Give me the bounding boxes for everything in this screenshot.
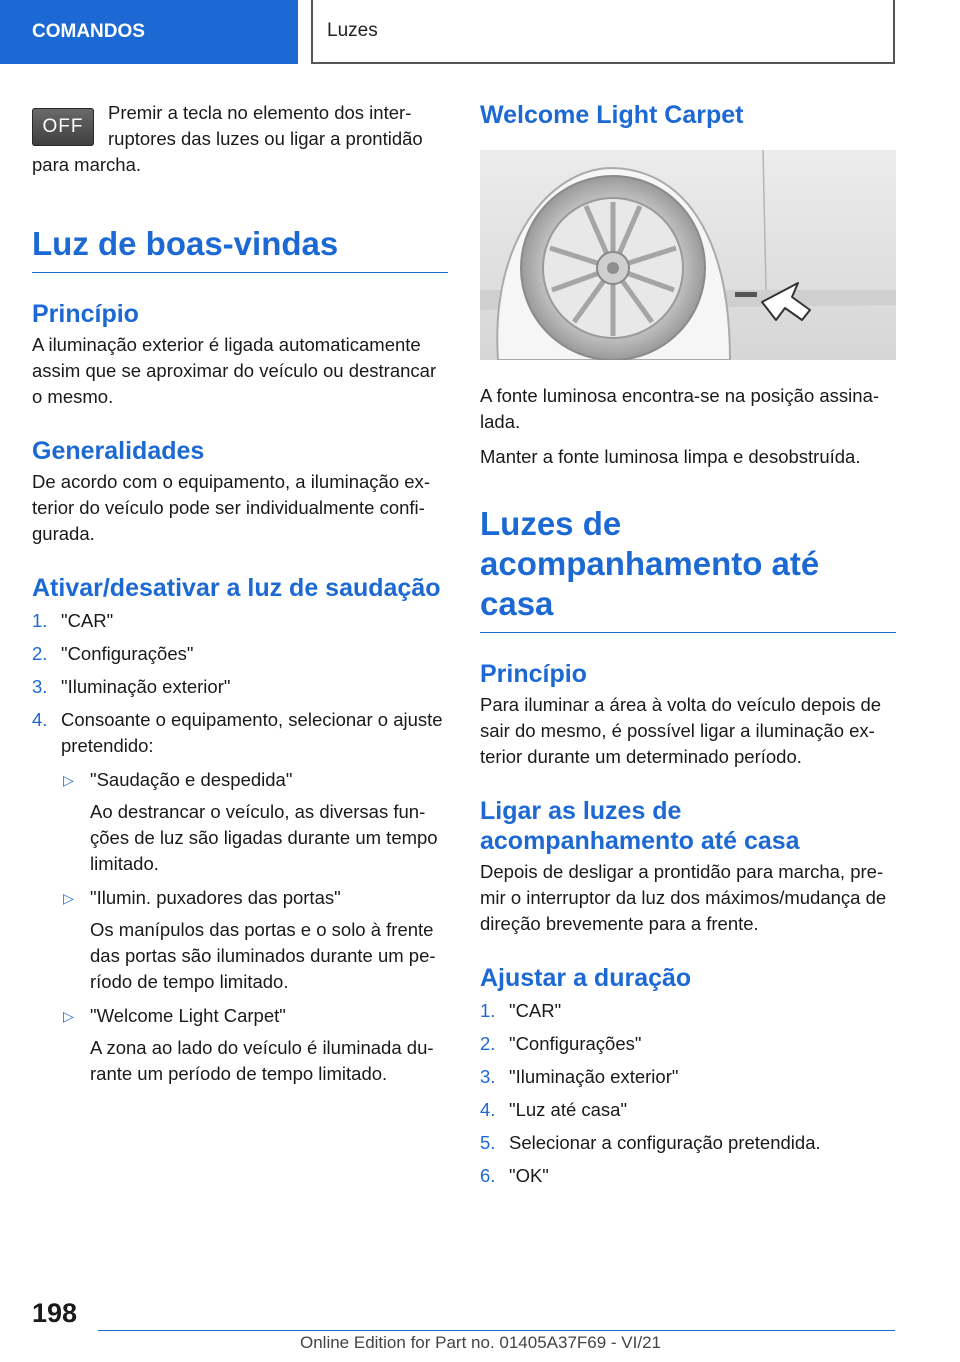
step-text: "Configurações" [61,643,194,664]
list-item [32,641,448,667]
left-column [32,100,448,1095]
duration-heading: Ajustar a duração [480,964,692,992]
footer-divider [98,1330,895,1331]
off-instruction [32,100,448,178]
step-number: 3. [32,676,48,697]
off-instruction-text: Premir a tecla no elemento dos interruptores das luzes ou ligar a prontidão para marcha. [32,102,423,175]
step-text: "Configurações" [509,1033,642,1054]
option-item [61,885,448,995]
follow-me-home-heading: Luzes de acompanhamento até casa [480,504,896,633]
step-text: "Iluminação exterior" [61,676,231,697]
step-number: 1. [32,610,48,631]
list-item [32,608,448,634]
general-heading: Generalidades [32,437,205,465]
triangle-bullet-icon: ▷ [63,1008,74,1024]
step-text: "Iluminação exterior" [509,1066,679,1087]
chapter-title: Luzes [327,20,378,41]
step-text: "CAR" [61,610,114,631]
list-item [480,1097,896,1123]
carpet-heading: Welcome Light Carpet [480,101,744,129]
toggle-heading: Ativar/desativar a luz de saudação [32,574,441,602]
step-number: 2. [480,1033,496,1054]
list-item [480,1031,896,1057]
right-column [480,100,896,1196]
carpet-caption-2: Manter a fonte luminosa limpa e desobstruída. [480,446,861,467]
triangle-bullet-icon: ▷ [63,890,74,906]
welcome-light-heading: Luz de boas-vindas [32,224,448,273]
hub-center [607,262,619,274]
step-number: 4. [480,1099,496,1120]
general-text: De acordo com o equipamento, a iluminação exterior do veículo pode ser individualmente configurada. [32,471,430,544]
option-title: "Welcome Light Carpet" [90,1005,286,1026]
edition-footer: Online Edition for Part no. 01405A37F69 - VI/21 [300,1333,662,1352]
option-description: Os manípulos das portas e o solo à frente das portas são iluminados durante um período de tempo limitado. [90,919,436,992]
option-item [61,767,448,877]
principle-heading: Princípio [32,300,139,328]
step-number: 5. [480,1132,496,1153]
switch-on-text: Depois de desligar a prontidão para marcha, premir o interruptor da luz dos máximos/mudança de direção brevemente para a frente. [480,861,887,934]
toggle-steps-list [32,608,448,1087]
list-item [480,1064,896,1090]
switch-on-heading: Ligar as luzes de acompanhamento até casa [480,797,800,855]
step-number: 3. [480,1066,496,1087]
duration-steps-list [480,998,896,1189]
principle-heading-2: Princípio [480,660,587,688]
option-item [61,1003,448,1087]
carpet-caption: A fonte luminosa encontra-se na posição assinalada. [480,385,880,432]
section-tab [0,0,298,64]
step-number: 6. [480,1165,496,1186]
step-number: 2. [32,643,48,664]
list-item [32,707,448,1087]
step-text: "Luz até casa" [509,1099,628,1120]
car-wheel-illustration [480,150,896,360]
off-button-icon: OFF [32,108,94,146]
chapter-tab [311,0,895,64]
light-source [735,292,757,297]
list-item [32,674,448,700]
options-list [61,767,448,1087]
step-text: "CAR" [509,1000,562,1021]
principle-text: A iluminação exterior é ligada automaticamente assim que se aproximar do veículo ou destrancar o mesmo. [32,334,437,407]
step-text: Selecionar a configuração pretendida. [509,1132,821,1153]
step-text: "OK" [509,1165,549,1186]
list-item [480,998,896,1024]
triangle-bullet-icon: ▷ [63,772,74,788]
principle-text-2: Para iluminar a área à volta do veículo depois de sair do mesmo, é possível ligar a iluminação exterior durante um determinado período. [480,694,882,767]
option-description: A zona ao lado do veículo é iluminada durante um período de tempo limitado. [90,1037,434,1084]
step-text: Consoante o equipamento, selecionar o ajuste pretendido: [61,709,443,756]
option-title: "Ilumin. puxadores das portas" [90,887,341,908]
list-item [480,1130,896,1156]
option-title: "Saudação e despedida" [90,769,293,790]
step-number: 4. [32,709,48,730]
page-number: 198 [32,1298,78,1328]
option-description: Ao destrancar o veículo, as diversas funções de luz são ligadas durante um tempo limitado. [90,801,438,874]
step-number: 1. [480,1000,496,1021]
list-item [480,1163,896,1189]
section-title: COMANDOS [32,21,145,42]
